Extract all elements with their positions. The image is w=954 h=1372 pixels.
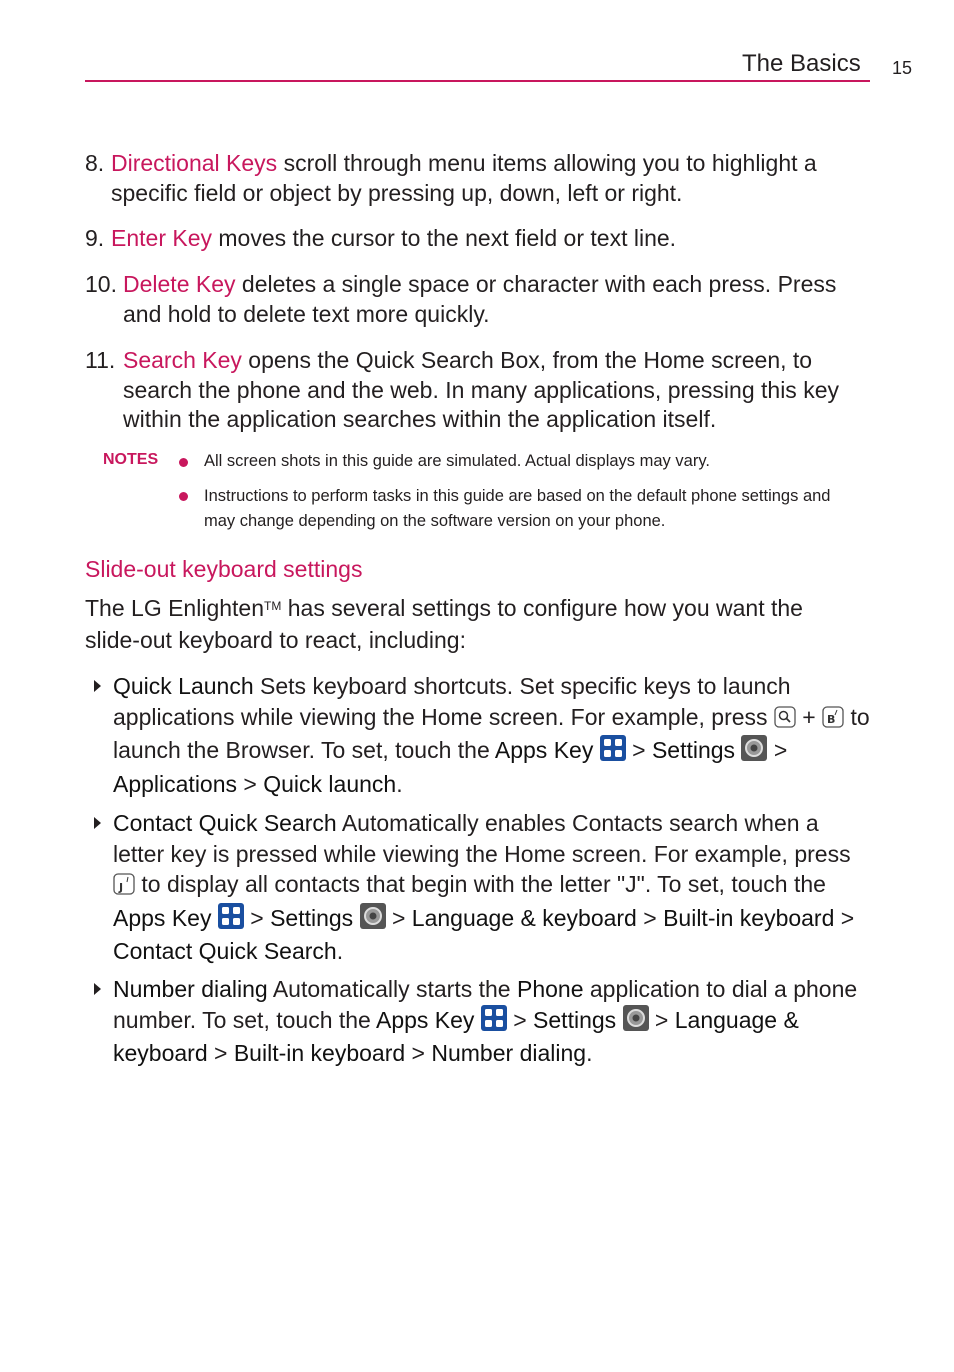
period: . [396,770,403,797]
search-key-icon [774,705,796,736]
item-key-name: Directional Keys [111,150,278,176]
bullet-contact-quick-search [113,808,873,967]
period: . [586,1040,593,1066]
notes-label: NOTES [103,451,159,468]
note-text: Instructions to perform tasks in this guide are based on the default phone settings and may change depending on the software version on your phone. [204,487,831,530]
list-item [85,224,875,254]
language-keyboard-label: Language & keyboard [113,1006,799,1066]
apps-key-label: Apps Key [113,904,212,931]
apps-key-icon [600,735,626,769]
item-text: moves the cursor to the next field or text line. [212,225,677,251]
builtin-keyboard-label: Built-in keyboard [663,904,835,931]
bullet-text: to launch the Browser. To set, touch the [113,703,870,763]
apps-key-label: Apps Key [494,737,594,763]
bullet-number-dialing [113,974,873,1069]
separator: > [767,737,788,763]
item-number: 11. [85,347,116,373]
section-heading: Slide-out keyboard settings [85,556,363,582]
number-dialing-label: Number dialing [431,1040,587,1066]
svg-text:B: B [827,712,836,726]
apps-key-label: Apps Key [375,1006,475,1033]
settings-label: Settings [533,1006,617,1033]
separator: > [834,904,855,931]
bullet-title: Number dialing [113,976,268,1002]
apps-key-icon [218,903,244,937]
settings-gear-icon [623,1005,649,1039]
item-text: deletes a single space or character with each press. Press and hold to delete text more quickly. [123,271,837,327]
settings-label: Settings [270,904,354,931]
bullet-text: Automatically starts the [267,976,517,1002]
intro-text-rest: has several settings to configure how you want the slide-out keyboard to react, including: [85,595,803,653]
settings-gear-icon [741,735,767,769]
item-text: opens the Quick Search Box, from the Home screen, to search the phone and the web. In many applications, pressing this key within the application searches within the application itself. [123,347,839,432]
intro-text: The LG Enlighten [85,595,265,621]
settings-label: Settings [651,737,736,763]
bullet-dot-icon [179,492,188,501]
item-text: scroll through menu items allowing you to highlight a specific field or object by pressing up, down, left or right. [111,150,817,206]
bullet-title: Contact Quick Search [113,810,337,836]
item-key-name: Enter Key [111,225,212,251]
bullet-text: application to dial a phone number. To set, touch the [113,976,858,1033]
separator: > [648,1006,675,1033]
settings-gear-icon [360,903,386,937]
section-title: The Basics [742,50,861,77]
bullet-quick-launch [113,671,873,799]
bullet-arrow-icon [94,983,101,995]
quick-launch-label: Quick launch [263,770,397,797]
item-number: 10. [85,271,117,297]
trademark: TM [264,599,282,613]
header-divider [85,80,870,82]
note-text: All screen shots in this guide are simulated. Actual displays may vary. [204,452,710,470]
page-number: 15 [892,58,913,78]
period: . [336,938,344,964]
bullet-arrow-icon [94,817,101,829]
applications-label: Applications [113,770,238,797]
language-keyboard-label: Language & keyboard [411,904,637,931]
bullet-arrow-icon [94,680,101,692]
apps-key-icon [481,1005,507,1039]
contact-quick-search-label: Contact Quick Search [113,938,337,964]
separator: > [207,1040,234,1066]
separator: > [237,770,264,797]
bullet-title: Quick Launch [113,673,254,699]
bullet-dot-icon [179,458,188,467]
b-key-icon [822,705,844,736]
plus-sign: + [795,703,823,730]
list-item [85,270,875,329]
list-item [85,149,875,208]
separator: > [625,737,652,763]
item-number: 9. [85,225,105,251]
separator: > [243,904,271,931]
separator: > [385,904,412,931]
bullet-text: to display all contacts that begin with the letter "J". To set, touch the [135,871,826,897]
bullet-text: Sets keyboard shortcuts. Set specific keys to launch applications while viewing the Home screen. For example, press [113,673,791,730]
item-key-name: Delete Key [123,271,236,297]
separator: > [405,1040,432,1066]
j-key-icon [113,872,135,903]
separator: > [636,904,664,931]
separator: > [506,1006,534,1033]
phone-label: Phone [516,976,584,1002]
intro-paragraph [85,593,855,656]
item-key-name: Search Key [123,347,242,373]
svg-text:J: J [119,881,124,894]
item-number: 8. [85,150,105,176]
list-item [85,346,875,435]
bullet-text: Automatically enables Contacts search when a letter key is pressed while viewing the Home screen. For example, press [113,810,851,867]
builtin-keyboard-label: Built-in keyboard [233,1040,406,1066]
